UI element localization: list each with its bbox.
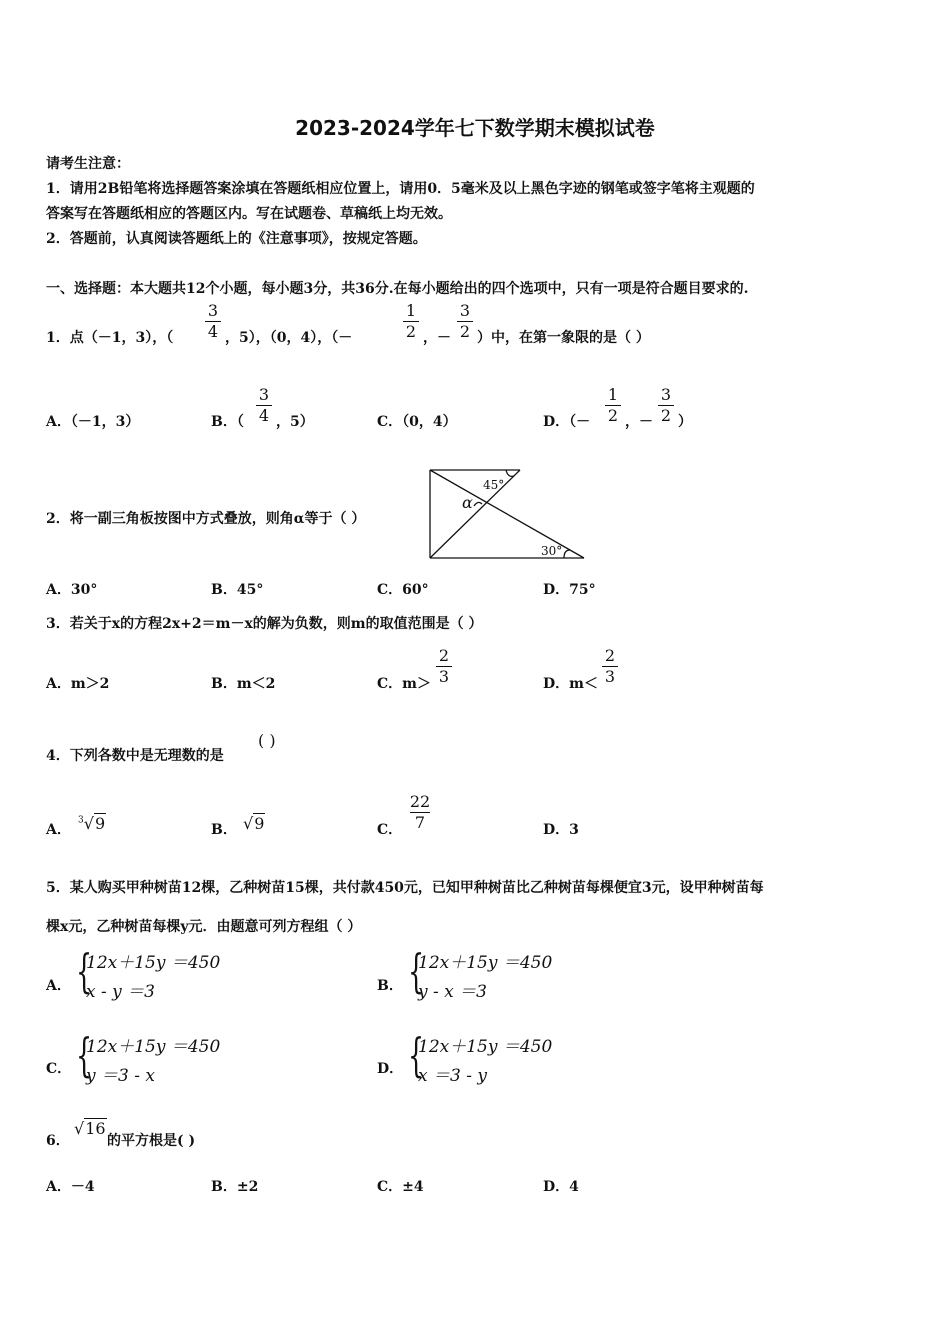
- q5-option-c-eq2: y ＝3 - x: [86, 1066, 155, 1086]
- q4-option-c[interactable]: C．: [377, 822, 403, 838]
- q1-text-part4: ）中，在第一象限的是（ ）: [477, 330, 650, 346]
- q2-label-30: 30°: [541, 544, 563, 558]
- q1-option-d-fraction-1: 1 2: [603, 386, 623, 425]
- q2-label-45: 45°: [483, 478, 505, 492]
- q4-option-c-fraction: 22 7: [409, 792, 431, 832]
- q5-option-d-brace: {: [408, 1028, 425, 1082]
- q5-option-c[interactable]: C．: [46, 1061, 72, 1077]
- q5-option-b-eq2: y - x ＝3: [418, 982, 487, 1002]
- q5-option-b-brace: {: [408, 944, 425, 998]
- q3-option-b[interactable]: B．m＜2: [211, 676, 276, 692]
- q2-option-a[interactable]: A．30°: [46, 582, 98, 598]
- q5-option-c-eq1: 12x＋15y ＝450: [86, 1037, 221, 1057]
- q1-option-d-mid: ，－: [625, 414, 653, 430]
- q2-option-b[interactable]: B．45°: [211, 582, 264, 598]
- q2-triangle-figure: [424, 464, 590, 562]
- q3-option-a[interactable]: A．m＞2: [46, 676, 110, 692]
- q1-option-d-fraction-2: 3 2: [656, 386, 676, 425]
- q2-label-alpha: α: [462, 493, 473, 512]
- q5-option-d[interactable]: D．: [377, 1061, 404, 1077]
- q6-option-d[interactable]: D．4: [543, 1179, 579, 1195]
- q2-option-c[interactable]: C．60°: [377, 582, 429, 598]
- q1-fraction-3-4: 3 4: [203, 302, 223, 341]
- q1-option-d-start[interactable]: D．（－: [543, 414, 591, 430]
- q4-option-a-cube-root: $^3$√9: [78, 814, 106, 833]
- q6-number: 6．: [46, 1133, 70, 1149]
- q6-option-c[interactable]: C．±4: [377, 1179, 424, 1195]
- q5-text-line2: 棵x元，乙种树苗每棵y元．由题意可列方程组（ ）: [46, 919, 362, 935]
- q6-option-b[interactable]: B．±2: [211, 1179, 259, 1195]
- q1-option-b-start[interactable]: B．（: [211, 414, 244, 430]
- q5-text-line1: 5．某人购买甲种树苗12棵，乙种树苗15棵，共付款450元，已知甲种树苗比乙种树苗每棵便宜3元，设甲种树苗每: [46, 880, 764, 896]
- q4-option-a[interactable]: A．: [46, 822, 71, 838]
- q3-option-d[interactable]: D．m＜: [543, 676, 598, 692]
- q5-option-b-eq1: 12x＋15y ＝450: [418, 953, 553, 973]
- q1-fraction-1-2: 1 2: [401, 302, 421, 341]
- notice-line-1: 1．请用2B铅笔将选择题答案涂填在答题纸相应位置上，请用0．5毫米及以上黑色字迹的钢笔或签字笔将主观题的: [46, 181, 755, 197]
- q4-option-d[interactable]: D．3: [543, 822, 579, 838]
- page-title: 2023-2024学年七下数学期末模拟试卷: [295, 116, 655, 140]
- q3-text: 3．若关于x的方程2x+2＝m－x的解为负数，则m的取值范围是（ ）: [46, 616, 483, 632]
- q1-option-b-end: ，5）: [276, 414, 314, 430]
- q3-option-c-fraction: 2 3: [434, 647, 454, 686]
- notice-line-1b: 答案写在答题纸相应的答题区内。写在试题卷、草稿纸上均无效。: [46, 206, 452, 222]
- q5-option-a-eq2: x - y ＝3: [86, 982, 155, 1002]
- q2-text: 2．将一副三角板按图中方式叠放，则角α等于（ ）: [46, 511, 366, 527]
- q1-text-part2: ，5），（0，4），（－: [225, 330, 353, 346]
- q5-option-a-eq1: 12x＋15y ＝450: [86, 953, 221, 973]
- q1-text-part1: 1．点（－1，3），（: [46, 330, 174, 346]
- notice-heading: 请考生注意：: [46, 156, 130, 172]
- notice-line-2: 2．答题前，认真阅读答题纸上的《注意事项》，按规定答题。: [46, 231, 427, 247]
- q6-sqrt: √16: [74, 1119, 106, 1138]
- q1-option-d-end: ）: [678, 414, 692, 430]
- q6-text: 的平方根是( ): [107, 1133, 196, 1149]
- q2-option-d[interactable]: D．75°: [543, 582, 596, 598]
- q5-option-c-brace: {: [76, 1028, 93, 1082]
- q1-text-part3: ，－: [423, 330, 451, 346]
- q5-option-b[interactable]: B．: [377, 978, 403, 994]
- q4-text: 4．下列各数中是无理数的是: [46, 748, 224, 764]
- q5-option-d-eq1: 12x＋15y ＝450: [418, 1037, 553, 1057]
- q5-option-a[interactable]: A．: [46, 978, 71, 994]
- q3-option-c[interactable]: C．m＞: [377, 676, 431, 692]
- q3-option-d-fraction: 2 3: [600, 647, 620, 686]
- q1-option-b-fraction: 3 4: [254, 386, 274, 425]
- q1-option-c[interactable]: C．（0，4）: [377, 414, 457, 430]
- q1-option-a[interactable]: A．（－1，3）: [46, 414, 140, 430]
- q1-fraction-3-2: 3 2: [455, 302, 475, 341]
- q4-option-b-sqrt: √9: [243, 814, 265, 833]
- q4-paren: ( ): [258, 731, 276, 750]
- q4-option-b[interactable]: B．: [211, 822, 237, 838]
- q5-option-a-brace: {: [76, 944, 93, 998]
- q6-option-a[interactable]: A．－4: [46, 1179, 95, 1195]
- q5-option-d-eq2: x ＝3 - y: [418, 1066, 487, 1086]
- section-heading: 一、选择题：本大题共12个小题，每小题3分，共36分.在每小题给出的四个选项中，只有一项是符合题目要求的.: [46, 281, 749, 297]
